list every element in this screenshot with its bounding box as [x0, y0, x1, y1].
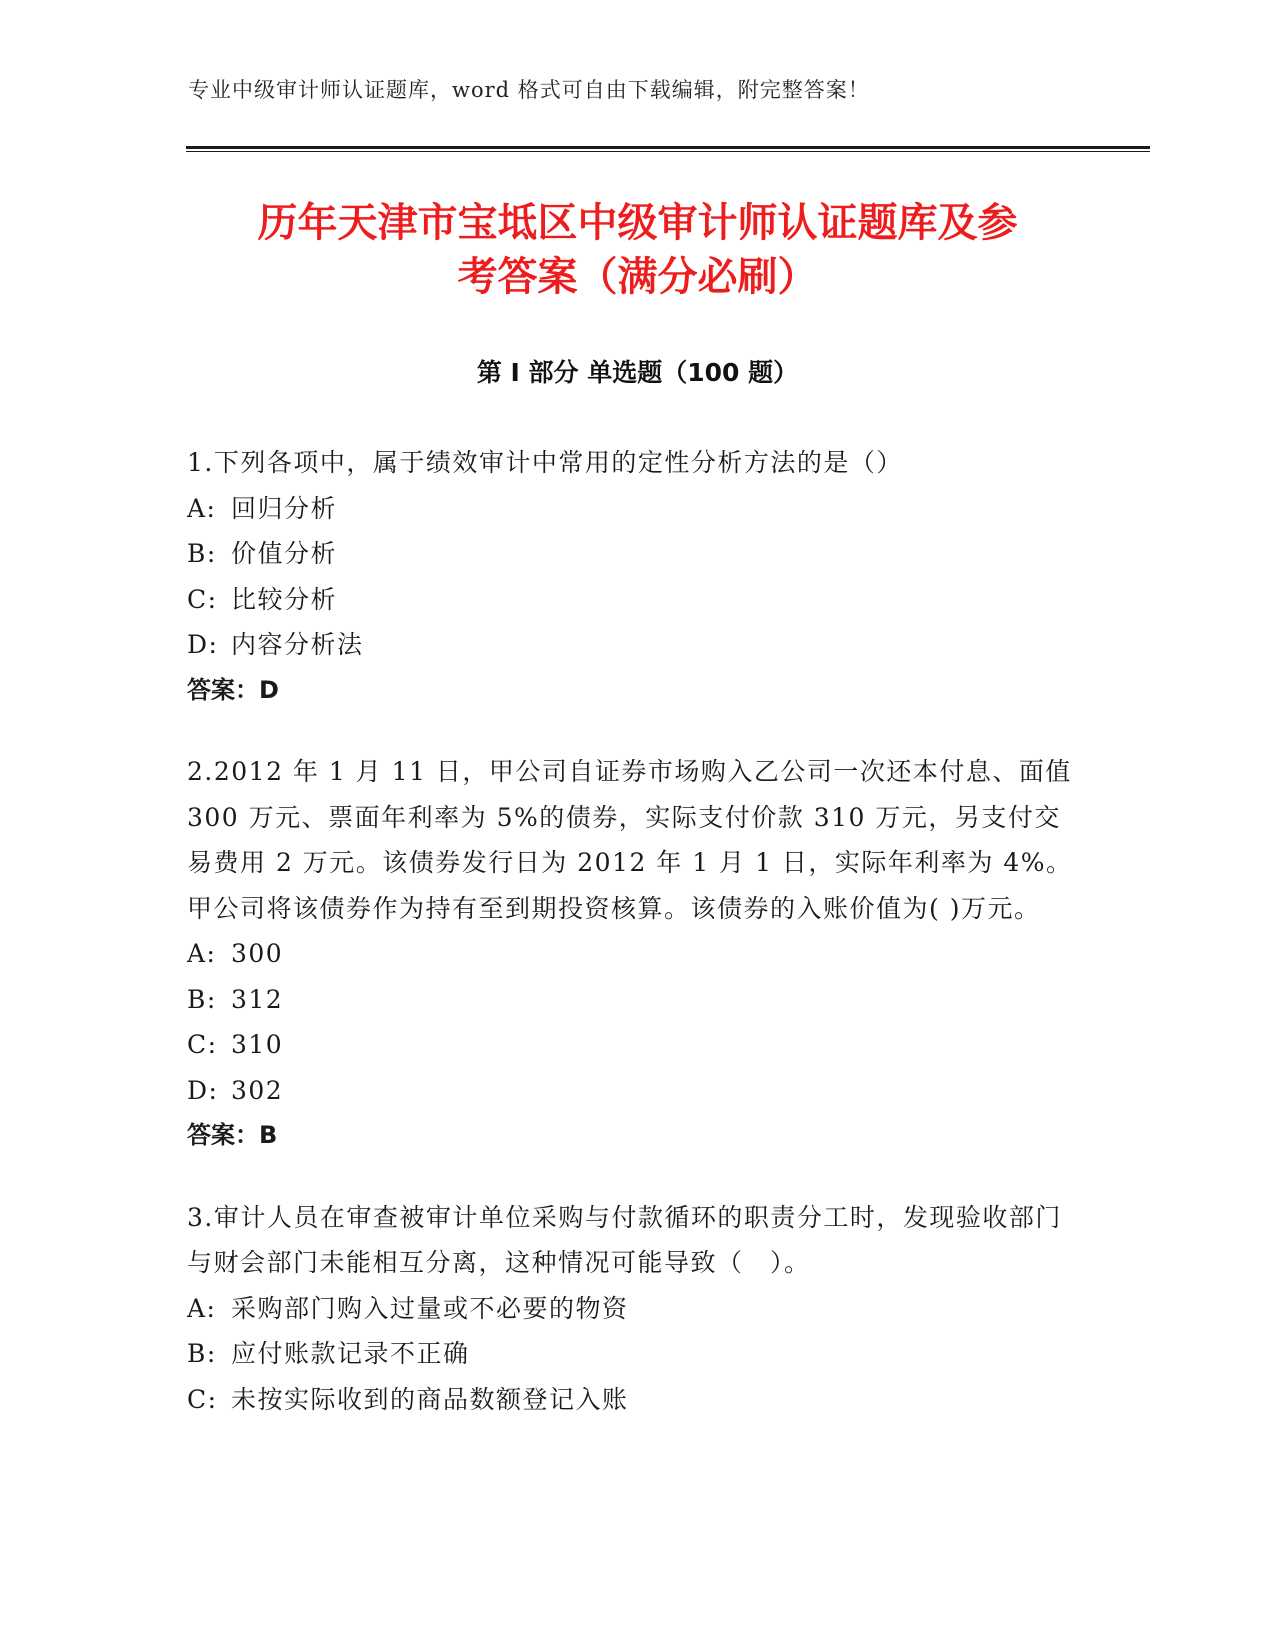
option-text: 采购部门购入过量或不必要的物资	[231, 1293, 629, 1323]
option-text: 300	[231, 939, 284, 968]
option-b	[187, 1331, 1087, 1377]
question-list	[187, 440, 1087, 1458]
question-stem: 1.下列各项中，属于绩效审计中常用的定性分析方法的是（）	[187, 448, 903, 477]
option-a	[187, 486, 1087, 532]
option-letter: C:	[187, 1384, 218, 1414]
header-rule-thick	[186, 146, 1150, 149]
section-title: 第 I 部分 单选题（100 题）	[476, 358, 799, 387]
option-letter: B:	[187, 539, 217, 568]
option-d	[187, 1068, 1087, 1114]
option-c	[187, 1377, 1087, 1423]
option-text: 310	[231, 1030, 284, 1059]
option-a	[187, 931, 1087, 977]
option-text: 302	[231, 1075, 284, 1105]
option-text: 回归分析	[231, 493, 338, 523]
document-title-line-2: 考答案（满分必刷）	[457, 254, 818, 300]
option-letter: B:	[187, 984, 217, 1014]
option-text: 应付账款记录不正确	[231, 1339, 470, 1368]
document-title-line-1: 历年天津市宝坻区中级审计师认证题库及参	[257, 200, 1018, 246]
option-b	[187, 977, 1087, 1023]
option-letter: A:	[187, 1293, 217, 1323]
option-c	[187, 577, 1087, 623]
option-b	[187, 531, 1087, 577]
option-letter: C:	[187, 1030, 218, 1059]
option-letter: D:	[187, 630, 219, 659]
option-letter: D:	[187, 1075, 219, 1105]
option-letter: B:	[187, 1339, 217, 1368]
option-c	[187, 1022, 1087, 1068]
option-letter: A:	[187, 939, 217, 968]
option-text: 未按实际收到的商品数额登记入账	[231, 1384, 629, 1414]
question-2	[187, 749, 1087, 1159]
option-letter: C:	[187, 584, 218, 614]
question-1	[187, 440, 1087, 713]
option-text: 内容分析法	[231, 630, 364, 659]
question-stem: 3.审计人员在审查被审计单位采购与付款循环的职责分工时，发现验收部门与财会部门未能相互分离，这种情况可能导致（ ）。	[187, 1202, 1062, 1277]
option-a	[187, 1286, 1087, 1332]
header-rule-thin	[186, 151, 1150, 152]
answer-line: 答案：D	[187, 675, 279, 704]
question-3	[187, 1195, 1087, 1423]
header-note: 专业中级审计师认证题库，word 格式可自由下载编辑，附完整答案！	[188, 78, 870, 102]
question-stem: 2.2012 年 1 月 11 日，甲公司自证券市场购入乙公司一次还本付息、面值 300 万元、票面年利率为 5%的债券，实际支付价款 310 万元，另支付交易费用 2 万元。该债券发行日为 2012 年 1 月 1 日，实际年利率为 4%。甲公司将该债券作为持有至到期投资核算。该债券的入账价值为( )万元。	[187, 757, 1073, 923]
document-title	[160, 196, 1115, 304]
option-text: 312	[231, 984, 284, 1014]
answer-line: 答案：B	[187, 1121, 278, 1149]
option-letter: A:	[187, 493, 217, 523]
option-text: 比较分析	[231, 584, 338, 614]
option-text: 价值分析	[231, 539, 338, 568]
option-d	[187, 622, 1087, 668]
